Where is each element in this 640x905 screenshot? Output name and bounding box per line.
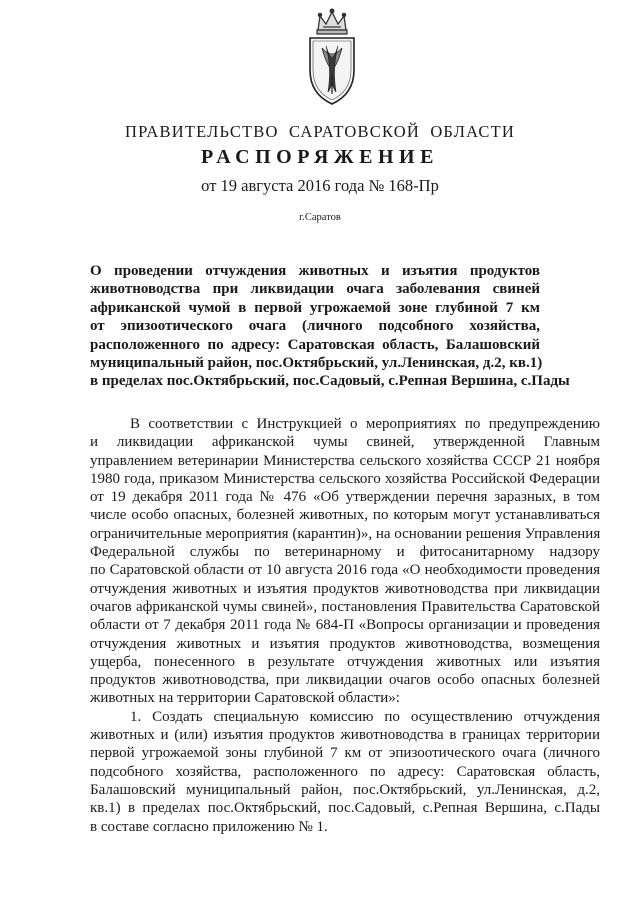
preamble-line: числе особо опасных, болезней животных, по которым могут устанавливаться [90,507,600,524]
item-1-line: в составе согласно приложению № 1. [90,818,328,835]
preamble-line: В соответствии с Инструкцией о мероприятиях по предупреждению [130,416,600,432]
item-1-line: первой угрожаемой зоны глубиной 7 км от эпизоотического очага (личного [90,745,600,762]
preamble-line: Федеральной службы по ветеринарному и фитосанитарному надзору [90,544,600,561]
government-name: ПРАВИТЕЛЬСТВО САРАТОВСКОЙ ОБЛАСТИ [125,122,515,141]
preamble-line: области от 7 декабря 2011 года № 684-П «Вопросы организации и проведения [90,617,600,634]
item-1-line: 1. Создать специальную комиссию по осуществлению отчуждения [130,708,600,725]
preamble-line: продуктов животноводства, при ликвидации очагов особо опасных болезней [90,672,600,689]
subject-line: в пределах пос.Октябрьский, пос.Садовый, с.Репная Вершина, с.Пады [90,373,570,390]
preamble-line: ущерба, понесенного в результате отчуждения животных или изъятия [90,653,600,670]
preamble-line: 1980 года, приказом Министерства сельского хозяйства Российской Федерации [90,470,600,487]
preamble-line: и ликвидации африканской чумы свиней, утвержденной Главным [90,434,600,451]
preamble-line: отчуждения животных и изъятия продуктов животноводства при ликвидации [90,580,600,597]
preamble-line: животных на территории Саратовской области»: [90,690,400,707]
document-city: г.Саратов [299,212,341,223]
item-1-line: животных и (или) изъятия продуктов животноводства в границах территории [90,727,600,744]
item-1-line: подсобного хозяйства, расположенного по адресу: Саратовская область, [90,763,600,780]
subject-line: животноводства при ликвидации очага заболевания свиней [90,281,540,298]
preamble-line: ограничительные мероприятия (карантин)», на основании решения Управления [90,525,601,542]
subject-line: муниципальный район, пос.Октябрьский, ул.Ленинская, д.2, кв.1) [90,355,543,372]
document-body [90,415,600,836]
item-1-line: Балашовский муниципальный район, пос.Октябрьский, ул.Ленинская, д.2, [90,781,600,798]
document-type-title: РАСПОРЯЖЕНИЕ [201,146,439,168]
preamble-line: очагов африканской чумы свиней», постановления Правительства Саратовской [90,598,600,615]
subject-line: О проведении отчуждения животных и изъятия продуктов [90,263,540,279]
item-1-line: кв.1) в пределах пос.Октябрьский, пос.Садовый, с.Репная Вершина, с.Пады [90,800,600,817]
document-subject [90,262,570,391]
subject-line: от эпизоотического очага (личного подсобного хозяйства, [90,318,540,335]
preamble-line: от 19 декабря 2011 года № 476 «Об утверждении перечня заразных, в том [90,489,600,506]
preamble-line: по Саратовской области от 10 августа 2016 года «О необходимости проведения [90,562,600,579]
preamble-line: управлением ветеринарии Министерства сельского хозяйства СССР 21 ноября [90,452,600,469]
subject-line: расположенного по адресу: Саратовская область, Балашовский [90,336,540,353]
preamble-line: отчуждения животных и изъятия продуктов животноводства, возмещения [90,635,600,652]
saratov-coat-of-arms-icon [298,8,366,110]
document-date-number: от 19 августа 2016 года № 168-Пр [201,176,439,195]
subject-line: африканской чумой в первой угрожаемой зоне глубиной 7 км [90,299,540,316]
